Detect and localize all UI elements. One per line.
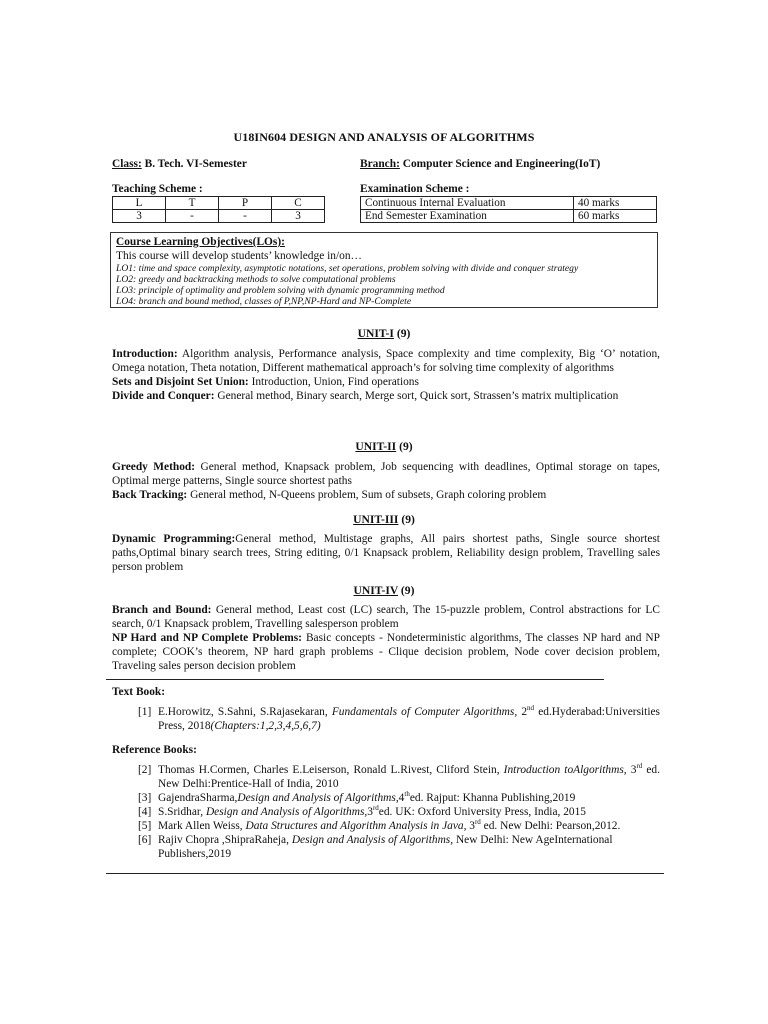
ref-edition: 3 (466, 820, 475, 832)
topic-text: General method, Knapsack problem, Job sequencing with deadlines, Optimal storage on tapes, Optimal merge patterns, Single source shortest paths (112, 461, 660, 487)
unit-hours: (9) (398, 513, 415, 526)
unit-heading (0, 440, 768, 454)
exam-row-marks: 40 marks (574, 197, 657, 210)
ref-authors: Mark Allen Weiss, (158, 820, 243, 832)
exam-row (361, 210, 657, 223)
ref-authors: S.Sridhar, (158, 806, 204, 818)
ref-edition: 3 (626, 764, 637, 776)
ref-edition-suffix: rd (372, 804, 379, 813)
exam-row (361, 197, 657, 210)
teaching-scheme-label: Teaching Scheme : (112, 183, 203, 195)
ref-title: Introduction toAlgorithms, (499, 764, 627, 776)
class-line (112, 157, 247, 171)
topic-label: Sets and Disjoint Set Union: (112, 376, 249, 388)
topic-paragraph (112, 375, 660, 389)
topic-paragraph (112, 532, 660, 574)
ref-number: [2] (138, 764, 152, 776)
topic-paragraph (112, 389, 660, 403)
reference-entry (138, 833, 660, 861)
ref-edition-suffix: rd (636, 762, 643, 771)
topic-label: Divide and Conquer: (112, 390, 215, 402)
teaching-header-p: P (219, 197, 272, 210)
document-title: U18IN604 DESIGN AND ANALYSIS OF ALGORITHMS (233, 130, 535, 144)
objective-item: LO4: branch and bound method, classes of P,NP,NP-Hard and NP-Complete (116, 296, 412, 307)
topic-text: General method, Multistage graphs, All pairs shortest paths, Single source shortest paths,Optimal binary search trees, String editing, 0/1 Knapsack problem, Reliability design problem, Travelling sales person problem (112, 533, 660, 573)
topic-label: Branch and Bound: (112, 604, 212, 616)
teaching-scheme-table (112, 196, 325, 223)
reference-entry (138, 791, 660, 805)
topic-text: General method, N-Queens problem, Sum of subsets, Graph coloring problem (187, 489, 547, 501)
ref-number: [5] (138, 820, 152, 832)
unit-heading (0, 513, 768, 527)
objective-item: LO1: time and space complexity, asymptotic notations, set operations, problem solving with divide and conquer strategy (116, 263, 579, 274)
topic-text: General method, Binary search, Merge sort, Quick sort, Strassen’s matrix multiplication (214, 390, 619, 402)
ref-authors: Rajiv Chopra ,ShipraRaheja, (158, 834, 289, 846)
topic-paragraph (112, 488, 660, 502)
ref-title: Data Structures and Algorithm Analysis in Java, (242, 820, 467, 832)
learning-objectives-box (110, 232, 658, 308)
teaching-value-c: 3 (272, 210, 325, 223)
topic-label: Greedy Method: (112, 461, 196, 473)
ref-publisher: ed. Rajput: Khanna Publishing,2019 (409, 792, 576, 804)
unit-heading (0, 584, 768, 598)
topic-paragraph (112, 347, 660, 375)
ref-number: [4] (138, 806, 152, 818)
references-list (138, 763, 660, 861)
topic-paragraph (112, 631, 660, 673)
topic-label: Dynamic Programming: (112, 533, 236, 545)
ref-publisher: ed. New Delhi: Pearson,2012. (480, 820, 621, 832)
teaching-header-l: L (113, 197, 166, 210)
ref-authors: GajendraSharma, (158, 792, 238, 804)
ref-title: Design and Analysis of Algorithms, (203, 806, 368, 818)
ref-publisher: New Delhi: New AgeInternational Publishers,2019 (158, 834, 613, 860)
topic-label: Introduction: (112, 348, 178, 360)
teaching-values-row (113, 210, 325, 223)
topic-label: NP Hard and NP Complete Problems: (112, 632, 302, 644)
unit-heading (0, 327, 768, 341)
unit-title: UNIT-IV (353, 584, 399, 597)
ref-edition-suffix: nd (527, 704, 535, 713)
exam-row-name: End Semester Examination (361, 210, 574, 223)
section-divider (106, 679, 604, 680)
branch-label: Branch: (360, 158, 400, 170)
exam-row-name: Continuous Internal Evaluation (361, 197, 574, 210)
ref-edition: 2 (517, 706, 528, 718)
topic-text: Basic concepts - Nondeterministic algorithms, The classes NP hard and NP complete; COOK’s theorem, NP hard graph problems - Clique decision problem, Node cover decision problem, Traveling sales person decision problem (112, 632, 660, 672)
unit-hours: (9) (396, 440, 413, 453)
teaching-value-p: - (219, 210, 272, 223)
exam-scheme-label: Examination Scheme : (360, 183, 470, 195)
unit-content (112, 347, 660, 403)
unit-title: UNIT-I (357, 327, 394, 340)
teaching-header-row (113, 197, 325, 210)
objective-item: LO3: principle of optimality and problem solving with dynamic programming method (116, 285, 445, 296)
teaching-value-l: 3 (113, 210, 166, 223)
objectives-heading: Course Learning Objectives(LOs): (116, 236, 285, 248)
references-heading: Reference Books: (112, 744, 197, 756)
objectives-intro: This course will develop students’ knowledge in/on… (116, 250, 362, 262)
objective-item: LO2: greedy and backtracking methods to solve computational problems (116, 274, 396, 285)
class-value: B. Tech. VI-Semester (141, 158, 247, 170)
topic-label: Back Tracking: (112, 489, 188, 501)
ref-number: [1] (138, 706, 152, 718)
reference-entry (138, 763, 660, 791)
bottom-divider (106, 873, 664, 874)
ref-publisher: ed.Hyderabad:Universities Press, 2018 (158, 706, 660, 732)
exam-scheme-table (360, 196, 657, 223)
topic-text: Introduction, Union, Find operations (248, 376, 419, 388)
unit-content (112, 460, 660, 502)
teaching-header-t: T (166, 197, 219, 210)
ref-edition-suffix: th (404, 790, 410, 799)
textbook-heading: Text Book: (112, 686, 166, 698)
unit-hours: (9) (393, 327, 411, 340)
reference-entry (138, 819, 660, 833)
topic-text: Algorithm analysis, Performance analysis, Space complexity and time complexity, Big ‘O’ notation, Omega notation, Theta notation, Different mathematical approach’s for solving time complexity of algorithms (112, 348, 660, 374)
textbook-list (138, 705, 660, 733)
unit-content (112, 603, 660, 673)
topic-paragraph (112, 460, 660, 488)
class-label: Class: (112, 158, 142, 170)
ref-title: Design and Analysis of Algorithms, (237, 792, 399, 804)
ref-publisher: ed. New Delhi:Prentice-Hall of India, 2010 (158, 764, 660, 790)
topic-paragraph (112, 603, 660, 631)
unit-hours: (9) (398, 584, 415, 597)
ref-authors: E.Horowitz, S.Sahni, S.Rajasekaran, (158, 706, 328, 718)
textbook-entry (138, 705, 660, 733)
branch-value: Computer Science and Engineering(IoT) (399, 158, 601, 170)
ref-edition: 4 (398, 792, 405, 804)
reference-entry (138, 805, 660, 819)
ref-chapters: (Chapters:1,2,3,4,5,6,7) (210, 720, 321, 732)
ref-title: Design and Analysis of Algorithms, (288, 834, 454, 846)
ref-title: Fundamentals of Computer Algorithms, (327, 706, 518, 718)
ref-number: [3] (138, 792, 152, 804)
teaching-value-t: - (166, 210, 219, 223)
unit-content (112, 532, 660, 574)
ref-authors: Thomas H.Cormen, Charles E.Leiserson, Ronald L.Rivest, Cliford Stein, (158, 764, 500, 776)
unit-title: UNIT-III (353, 513, 399, 526)
ref-edition-suffix: rd (474, 818, 481, 827)
ref-number: [6] (138, 834, 152, 846)
ref-publisher: ed. UK: Oxford University Press, India, 2015 (378, 806, 586, 818)
exam-row-marks: 60 marks (574, 210, 657, 223)
topic-text: General method, Least cost (LC) search, The 15-puzzle problem, Control abstractions for LC search, 0/1 Knapsack problem, Travelling salesperson problem (112, 604, 660, 630)
branch-line (360, 157, 600, 171)
teaching-header-c: C (272, 197, 325, 210)
unit-title: UNIT-II (355, 440, 397, 453)
ref-edition: 3 (367, 806, 373, 818)
